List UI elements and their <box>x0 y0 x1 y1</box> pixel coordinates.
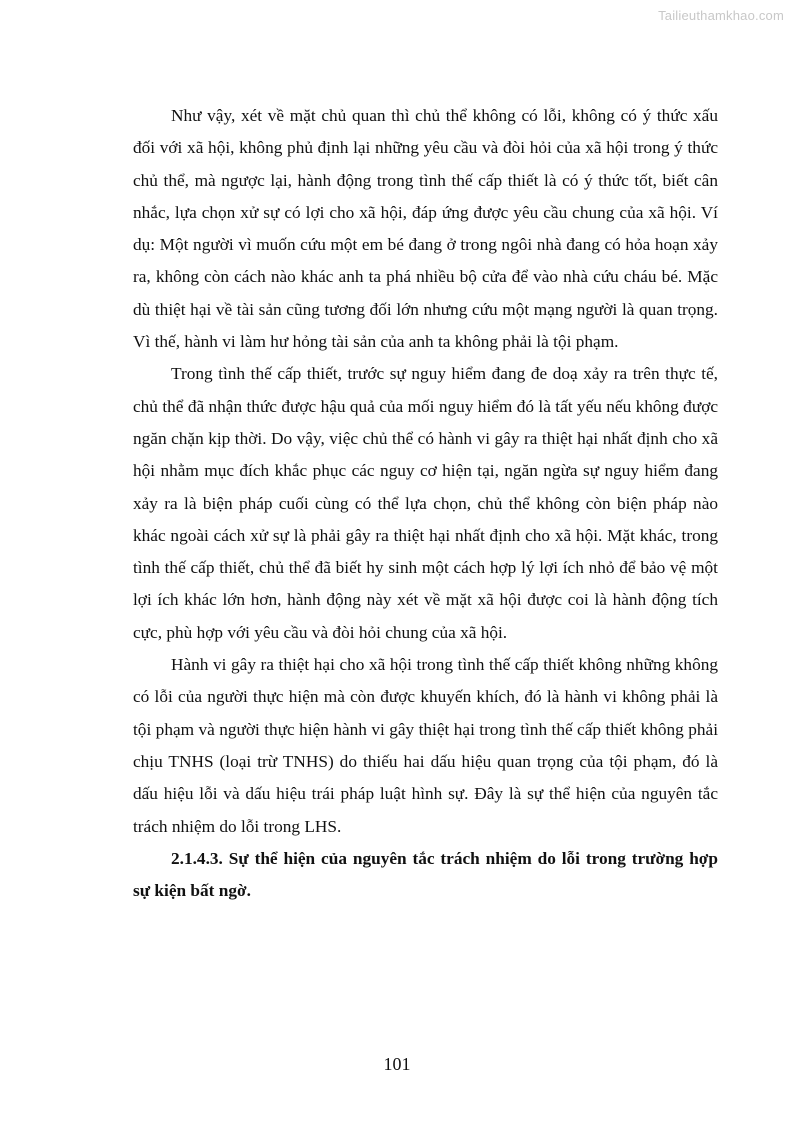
paragraph-1: Như vậy, xét về mặt chủ quan thì chủ thể không có lỗi, không có ý thức xấu đối với xã hội, không phủ định lại những yêu cầu và đòi hỏi của xã hội trong ý thức chủ thể, mà ngược lại, hành động trong tình thế cấp thiết là có ý thức tốt, biết cân nhắc, lựa chọn xử sự có lợi cho xã hội, đáp ứng được yêu cầu chung của xã hội. Ví dụ: Một người vì muốn cứu một em bé đang ở trong ngôi nhà đang có hỏa hoạn xảy ra, không còn cách nào khác anh ta phá nhiều bộ cửa để vào nhà cứu cháu bé. Mặc dù thiệt hại về tài sản cũng tương đối lớn nhưng cứu một mạng người là quan trọng. Vì thế, hành vi làm hư hỏng tài sản của anh ta không phải là tội phạm. <box>133 106 718 352</box>
paragraph-3: Hành vi gây ra thiệt hại cho xã hội trong tình thế cấp thiết không những không có lỗi của người thực hiện mà còn được khuyến khích, đó là hành vi không phải là tội phạm và người thực hiện hành vi gây thiệt hại trong tình thế cấp thiết không phải chịu TNHS (loại trừ TNHS) do thiếu hai dấu hiệu quan trọng của tội phạm, đó là dấu hiệu lỗi và dấu hiệu trái pháp luật hình sự. Đây là sự thể hiện của nguyên tắc trách nhiệm do lỗi trong LHS. <box>133 655 718 836</box>
paragraph-2: Trong tình thế cấp thiết, trước sự nguy hiểm đang đe doạ xảy ra trên thực tế, chủ thể đã nhận thức được hậu quả của mối nguy hiểm đó là tất yếu nếu không được ngăn chặn kịp thời. Do vậy, việc chủ thể có hành vi gây ra thiệt hại nhất định cho xã hội nhằm mục đích khắc phục các nguy cơ hiện tại, ngăn ngừa sự nguy hiểm đang xảy ra là biện pháp cuối cùng có thể lựa chọn, chủ thể không còn biện pháp nào khác ngoài cách xử sự là phải gây ra thiệt hại nhất định cho xã hội. Mặt khác, trong tình thế cấp thiết, chủ thể đã biết hy sinh một cách hợp lý lợi ích nhỏ để bảo vệ một lợi ích khác lớn hơn, hành động này xét về mặt xã hội được coi là hành động tích cực, phù hợp với yêu cầu và đòi hỏi chung của xã hội. <box>133 364 718 642</box>
watermark: Tailieuthamkhao.com <box>658 8 784 23</box>
page-number: 101 <box>383 1054 411 1074</box>
document-body <box>133 100 718 907</box>
section-heading: 2.1.4.3. Sự thể hiện của nguyên tắc trách nhiệm do lỗi trong trường hợp sự kiện bất ngờ. <box>133 848 718 901</box>
